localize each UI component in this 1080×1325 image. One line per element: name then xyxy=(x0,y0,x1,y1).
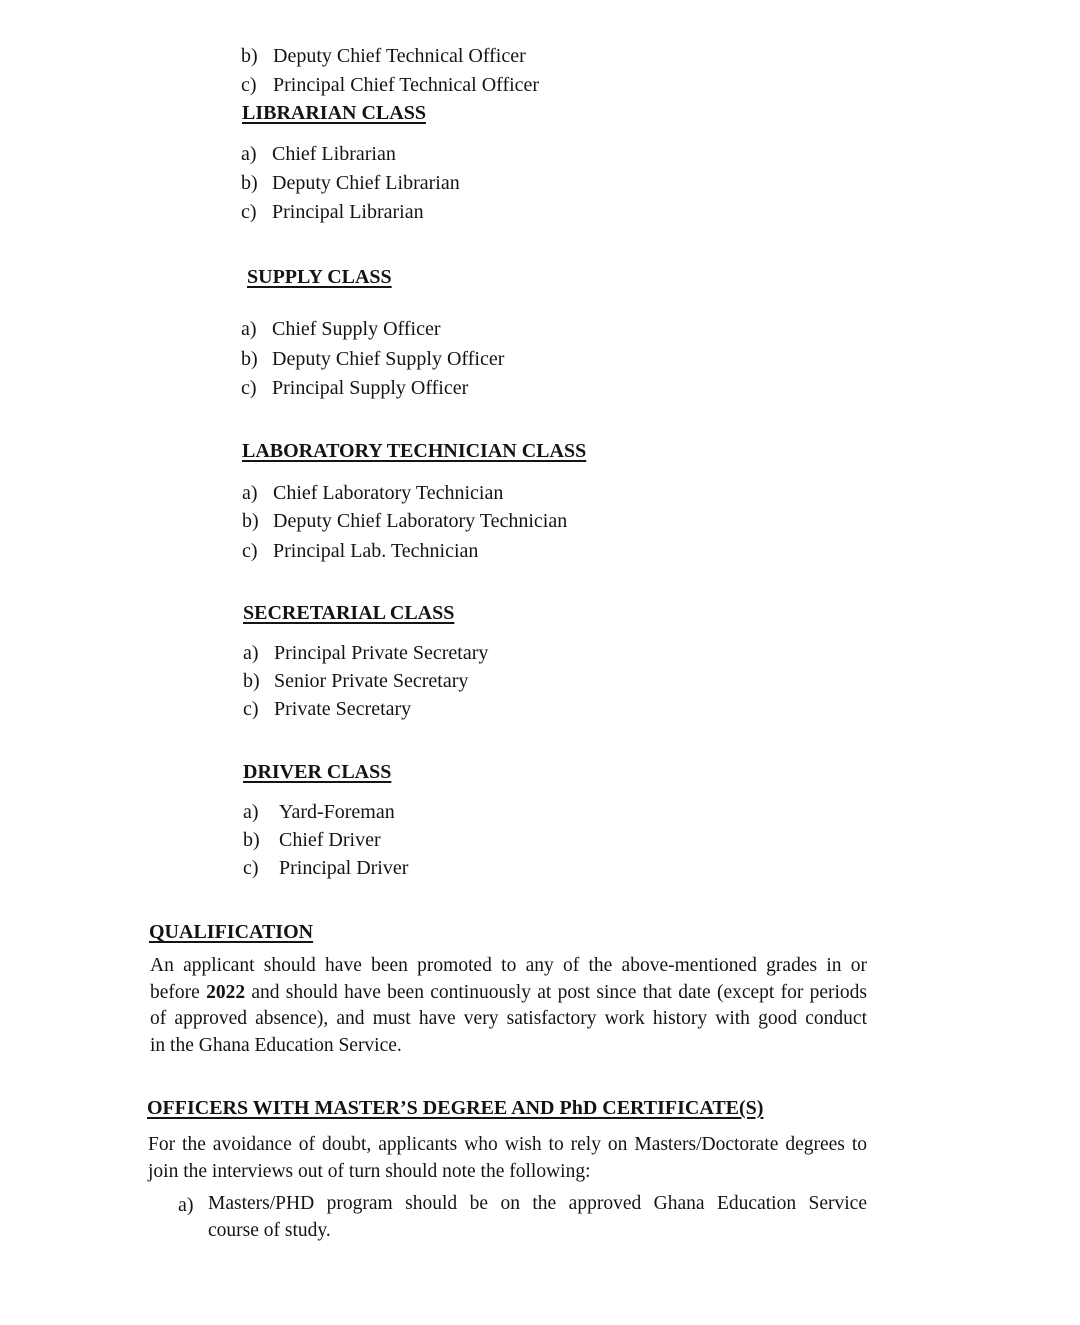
list-item xyxy=(243,669,468,693)
list-item xyxy=(243,800,395,824)
section-heading-librarian: LIBRARIAN CLASS xyxy=(242,102,426,124)
list-item xyxy=(241,44,526,68)
line-prefix: before xyxy=(150,981,200,1003)
list-marker: a) xyxy=(243,801,259,823)
list-text: Senior Private Secretary xyxy=(274,670,469,692)
masters-item-a xyxy=(208,1191,867,1244)
list-marker: b) xyxy=(243,670,260,692)
list-text: Principal Lab. Technician xyxy=(273,540,479,562)
list-item xyxy=(241,73,539,97)
line-rest: and should have been continuously at post since that date (except for periods xyxy=(251,981,868,1003)
list-marker: c) xyxy=(241,74,257,96)
list-marker: a) xyxy=(242,482,258,504)
list-text: Principal Private Secretary xyxy=(274,642,489,664)
list-marker: b) xyxy=(243,829,260,851)
list-text: Principal Supply Officer xyxy=(272,377,469,399)
list-item xyxy=(241,347,504,371)
year-emphasis: 2022 xyxy=(206,981,246,1003)
section-heading-secretarial: SECRETARIAL CLASS xyxy=(243,602,455,624)
list-text: Chief Driver xyxy=(279,829,381,851)
list-item xyxy=(242,539,478,563)
list-text: Yard-Foreman xyxy=(279,801,395,823)
list-text: Principal Chief Technical Officer xyxy=(273,74,540,96)
list-marker: a) xyxy=(241,143,257,165)
list-text: Deputy Chief Supply Officer xyxy=(272,348,505,370)
list-item xyxy=(241,171,460,195)
list-marker: c) xyxy=(243,857,259,879)
list-marker: a) xyxy=(243,642,259,664)
list-marker: c) xyxy=(243,698,259,720)
masters-intro-paragraph xyxy=(148,1132,867,1185)
list-marker: c) xyxy=(242,540,258,562)
list-text: Chief Librarian xyxy=(272,143,396,165)
list-item xyxy=(241,376,468,400)
list-item xyxy=(243,697,411,721)
paragraph-line xyxy=(150,980,867,1007)
list-text: Chief Laboratory Technician xyxy=(273,482,504,504)
list-marker: a) xyxy=(178,1194,194,1216)
paragraph-line: An applicant should have been promoted to any of the above-mentioned grades in or xyxy=(150,955,867,976)
list-marker: c) xyxy=(241,201,257,223)
list-item xyxy=(243,828,381,852)
list-marker: b) xyxy=(241,348,258,370)
list-item xyxy=(241,317,441,341)
section-heading-qualification: QUALIFICATION xyxy=(149,921,314,943)
paragraph-line: in the Ghana Education Service. xyxy=(150,1034,402,1056)
list-text: Chief Supply Officer xyxy=(272,318,441,340)
paragraph-line: For the avoidance of doubt, applicants who wish to rely on Masters/Doctorate degrees to xyxy=(148,1134,867,1155)
list-marker: a) xyxy=(241,318,257,340)
list-item xyxy=(243,641,488,665)
list-text: Deputy Chief Librarian xyxy=(272,172,460,194)
paragraph-line: of approved absence), and must have very satisfactory work history with good conduct xyxy=(150,1008,867,1029)
list-item xyxy=(243,856,408,880)
list-marker: b) xyxy=(241,45,258,67)
list-marker: c) xyxy=(241,377,257,399)
list-item xyxy=(241,142,396,166)
paragraph-line: join the interviews out of turn should note the following: xyxy=(148,1160,591,1182)
section-heading-laboratory: LABORATORY TECHNICIAN CLASS xyxy=(242,440,587,462)
list-marker: b) xyxy=(242,510,259,532)
list-marker: b) xyxy=(241,172,258,194)
list-text: Deputy Chief Laboratory Technician xyxy=(273,510,568,532)
qualification-paragraph xyxy=(150,953,867,1059)
section-heading-supply: SUPPLY CLASS xyxy=(247,266,392,288)
section-heading-masters: OFFICERS WITH MASTER’S DEGREE AND PhD CERTIFICATE(S) xyxy=(147,1097,764,1119)
paragraph-line: course of study. xyxy=(208,1219,331,1241)
section-heading-driver: DRIVER CLASS xyxy=(243,761,392,783)
list-item xyxy=(242,481,503,505)
paragraph-line: Masters/PHD program should be on the approved Ghana Education Service xyxy=(208,1193,867,1214)
list-text: Private Secretary xyxy=(274,698,412,720)
list-item xyxy=(241,200,424,224)
list-text: Deputy Chief Technical Officer xyxy=(273,45,526,67)
list-text: Principal Driver xyxy=(279,857,409,879)
list-item xyxy=(242,509,567,533)
list-text: Principal Librarian xyxy=(272,201,424,223)
